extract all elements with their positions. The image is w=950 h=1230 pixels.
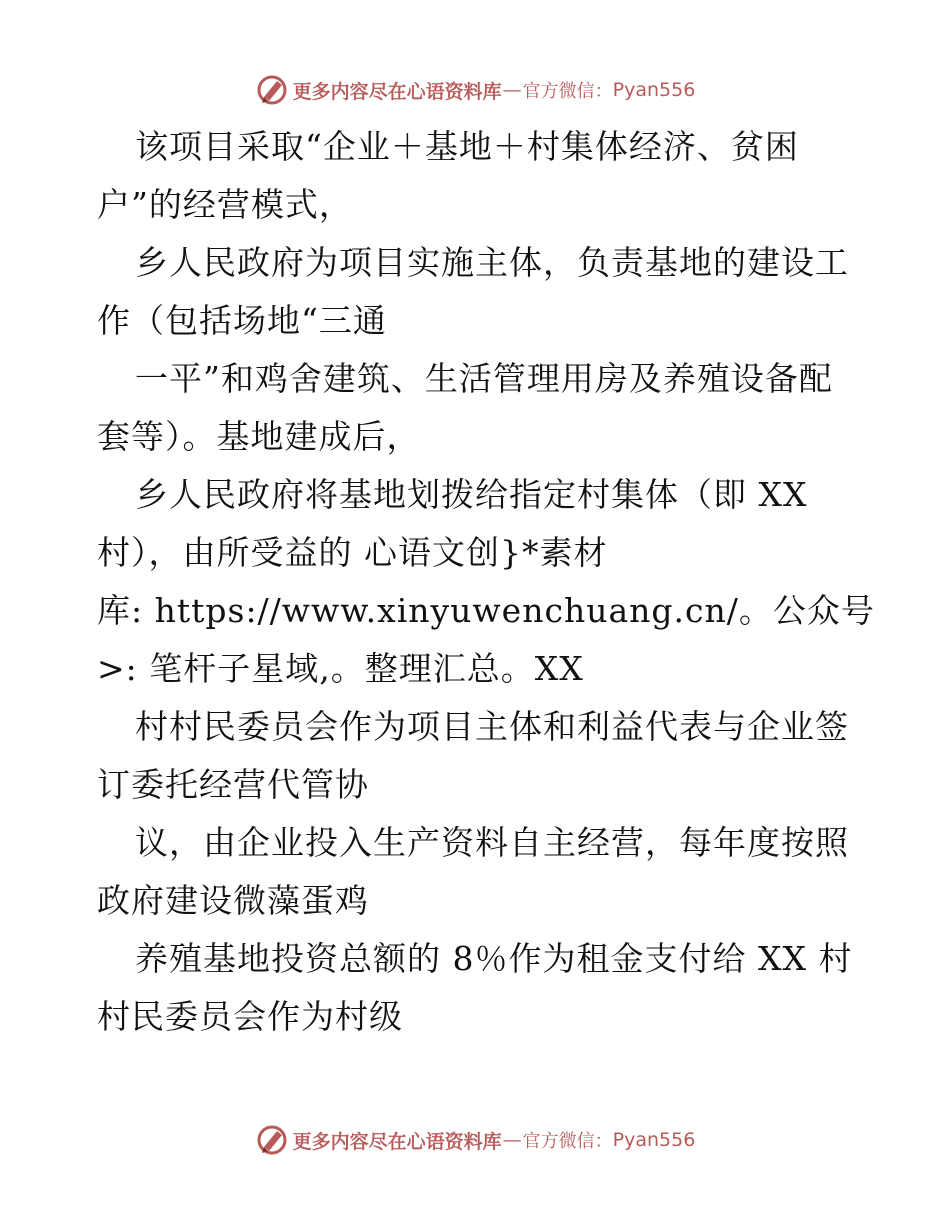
watermark-banner-top [0,70,950,110]
pen-logo-icon [255,73,289,107]
text-line: 户”的经营模式， [97,185,353,224]
watermark-wechat-id: Pyan556 [612,1129,696,1151]
text-line: 养殖基地投资总额的 8％作为租金支付给 XX 村 [135,939,853,978]
text-line: 村民委员会作为村级 [97,997,403,1036]
text-line: 该项目采取“企业＋基地＋村集体经济、贫困 [135,127,799,166]
text-line: >: 笔杆子星域,。整理汇总。XX [97,649,584,688]
watermark-dash: — [502,79,522,101]
text-line: 套等）。基地建成后， [97,417,421,456]
text-line: 订委托经营代管协 [97,765,369,804]
text-line: 议，由企业投入生产资料自主经营，每年度按照 [135,823,849,862]
text-line: 政府建设微藻蛋鸡 [97,881,369,920]
text-line: 作（包括场地“三通 [97,301,387,340]
watermark-sub-text: 官方微信： [522,81,613,102]
watermark-dash: — [502,1129,522,1151]
pen-logo-icon [255,1123,289,1157]
text-line: 村），由所受益的 心语文创}*素材 [97,533,608,572]
watermark-main-text: 更多内容尽在心语资料库 [292,1130,502,1153]
text-line: 乡人民政府为项目实施主体，负责基地的建设工 [135,243,849,282]
text-line: 村村民委员会作为项目主体和利益代表与企业签 [135,707,849,746]
text-line: 一平”和鸡舍建筑、生活管理用房及养殖设备配 [135,359,833,398]
watermark-wechat-id: Pyan556 [612,79,696,101]
text-line: 库: https://www.xinyuwenchuang.cn/。公众号 [97,591,875,630]
watermark-banner-bottom [0,1120,950,1160]
watermark-sub-text: 官方微信： [522,1131,613,1152]
document-body [97,118,875,1046]
text-line: 乡人民政府将基地划拨给指定村集体（即 XX [135,475,808,514]
watermark-main-text: 更多内容尽在心语资料库 [292,80,502,103]
